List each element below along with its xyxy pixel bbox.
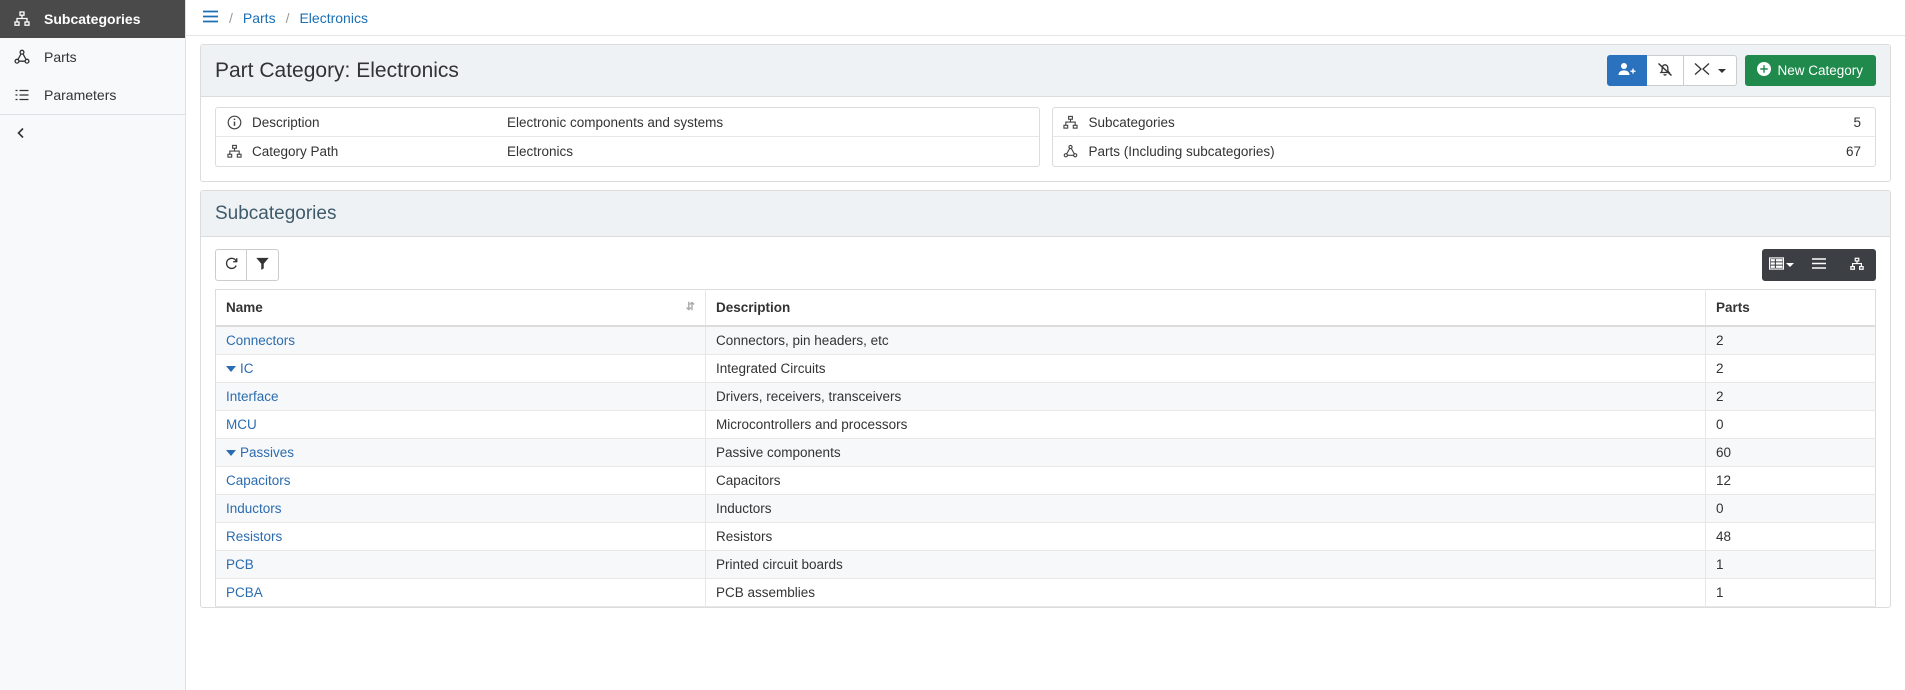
table-header-row (216, 290, 1876, 327)
part-category-header (201, 45, 1890, 97)
table-head (216, 290, 1876, 327)
breadcrumb-item-parts[interactable]: Parts (242, 9, 276, 26)
new-category-button[interactable] (1745, 55, 1876, 86)
cell-description: Printed circuit boards (706, 551, 1706, 579)
category-link[interactable]: Capacitors (226, 473, 291, 488)
column-header-label: Parts (1716, 300, 1750, 315)
sidebar-item-label: Parts (44, 48, 77, 65)
tree-view-icon (1849, 257, 1865, 274)
wrench-icon (1694, 62, 1710, 79)
expander-icon[interactable] (226, 366, 236, 372)
column-header-label: Description (716, 300, 791, 315)
sidebar-item-label: Parameters (44, 86, 117, 103)
list-icon (14, 87, 30, 103)
table-row[interactable] (216, 383, 1876, 411)
refresh-button[interactable] (215, 249, 247, 281)
column-header-description[interactable] (706, 290, 1706, 327)
columns-button[interactable] (1762, 249, 1800, 281)
table-row[interactable] (216, 411, 1876, 439)
table-row[interactable] (216, 467, 1876, 495)
chevron-down-icon (1786, 263, 1794, 267)
category-link[interactable]: IC (240, 361, 254, 376)
info-value: 67 (1845, 144, 1861, 159)
cell-parts: 0 (1706, 411, 1876, 439)
info-value: 5 (1853, 114, 1861, 130)
cell-parts: 48 (1706, 523, 1876, 551)
cell-parts: 60 (1706, 439, 1876, 467)
parts-icon (1053, 144, 1089, 159)
cell-description: Drivers, receivers, transceivers (706, 383, 1706, 411)
cell-description: Microcontrollers and processors (706, 411, 1706, 439)
cell-name (216, 439, 706, 467)
subscribe-button[interactable] (1607, 55, 1647, 86)
filter-icon (255, 256, 270, 274)
info-label: Category Path (252, 144, 339, 159)
table-row[interactable] (216, 439, 1876, 467)
main-content (186, 0, 1905, 690)
part-category-panel (200, 44, 1891, 182)
category-info-area (201, 97, 1890, 181)
category-link[interactable]: MCU (226, 417, 257, 432)
breadcrumb-separator: / (229, 9, 233, 26)
info-row-description (216, 108, 1039, 137)
cell-description: Resistors (706, 523, 1706, 551)
cell-description: Passive components (706, 439, 1706, 467)
cell-name (216, 523, 706, 551)
subcategories-title: Subcategories (215, 202, 337, 224)
category-details-card (215, 107, 1040, 167)
bell-slash-icon (1657, 62, 1673, 80)
category-link[interactable]: PCB (226, 557, 254, 572)
cell-description: Connectors, pin headers, etc (706, 326, 1706, 355)
cell-parts: 0 (1706, 495, 1876, 523)
info-icon (216, 115, 252, 130)
sort-icon[interactable]: ⇵ (685, 301, 695, 313)
info-value: Electronics (507, 144, 574, 159)
subcategories-table (215, 289, 1876, 607)
sitemap-icon (216, 144, 252, 159)
table-row[interactable] (216, 495, 1876, 523)
filter-button[interactable] (247, 249, 279, 281)
info-row-parts-count (1053, 137, 1876, 166)
cell-name (216, 495, 706, 523)
new-category-label: New Category (1777, 63, 1863, 78)
chevron-left-icon (14, 126, 28, 143)
breadcrumb-item-electronics[interactable]: Electronics (299, 9, 368, 26)
info-label: Description (252, 114, 320, 130)
sidebar (0, 0, 186, 690)
category-link[interactable]: PCBA (226, 585, 263, 600)
cell-description: Capacitors (706, 467, 1706, 495)
parts-icon (14, 49, 30, 65)
cell-parts: 2 (1706, 326, 1876, 355)
info-value: Electronic components and systems (507, 114, 724, 130)
refresh-icon (224, 256, 239, 274)
info-row-subcategories (1053, 108, 1876, 137)
cell-parts: 1 (1706, 551, 1876, 579)
category-link[interactable]: Inductors (226, 501, 282, 516)
cell-description: Inductors (706, 495, 1706, 523)
cell-name (216, 355, 706, 383)
sidebar-item-label: Subcategories (44, 10, 141, 27)
sidebar-item-parameters[interactable] (0, 76, 185, 114)
list-view-button[interactable] (1800, 249, 1838, 281)
breadcrumb-separator: / (285, 9, 290, 26)
cell-name (216, 326, 706, 355)
table-row[interactable] (216, 355, 1876, 383)
chevron-down-icon (1718, 69, 1726, 73)
table-row[interactable] (216, 326, 1876, 355)
category-link[interactable]: Interface (226, 389, 279, 404)
columns-icon (1769, 257, 1784, 273)
category-link[interactable]: Resistors (226, 529, 283, 544)
cell-description: Integrated Circuits (706, 355, 1706, 383)
cell-parts: 12 (1706, 467, 1876, 495)
category-link[interactable]: Connectors (226, 333, 296, 348)
table-body (216, 326, 1876, 607)
subcategories-panel (200, 190, 1891, 608)
list-view-icon (1811, 257, 1827, 273)
tools-dropdown-button[interactable] (1684, 55, 1737, 86)
table-toolbar-left (215, 249, 279, 281)
cell-name (216, 467, 706, 495)
cell-name (216, 383, 706, 411)
cell-description: PCB assemblies (706, 579, 1706, 607)
page-title: Part Category: Electronics (215, 58, 459, 82)
table-toolbar (201, 237, 1890, 289)
info-label: Parts (Including subcategories) (1088, 144, 1275, 159)
plus-circle-icon (1757, 62, 1771, 79)
table-row[interactable] (216, 551, 1876, 579)
column-header-label: Name (226, 300, 263, 315)
sidebar-item-parts[interactable] (0, 38, 185, 76)
info-row-category-path (216, 137, 1039, 166)
cell-parts: 1 (1706, 579, 1876, 607)
unsubscribe-button[interactable] (1647, 55, 1684, 86)
category-counts-card (1052, 107, 1877, 167)
column-header-name[interactable] (216, 290, 706, 327)
cell-parts: 2 (1706, 383, 1876, 411)
table-row[interactable] (216, 523, 1876, 551)
sidebar-collapse-button[interactable] (0, 114, 185, 154)
info-label: Subcategories (1088, 114, 1175, 130)
expander-icon[interactable] (226, 450, 236, 456)
tree-view-button[interactable] (1838, 249, 1876, 281)
user-subscribe-icon (1618, 62, 1636, 79)
sitemap-icon (14, 11, 30, 27)
sitemap-icon (1053, 115, 1089, 130)
cell-name (216, 551, 706, 579)
category-link[interactable]: Passives (240, 445, 295, 460)
breadcrumb (186, 0, 1905, 36)
subcategories-header (201, 191, 1890, 237)
column-header-parts[interactable] (1706, 290, 1876, 327)
cell-parts: 2 (1706, 355, 1876, 383)
cell-name (216, 411, 706, 439)
cell-name (216, 579, 706, 607)
hamburger-icon[interactable] (202, 9, 219, 26)
header-actions (1607, 55, 1876, 86)
sidebar-item-subcategories[interactable] (0, 0, 185, 38)
table-toolbar-right (1762, 249, 1876, 281)
table-row[interactable] (216, 579, 1876, 607)
